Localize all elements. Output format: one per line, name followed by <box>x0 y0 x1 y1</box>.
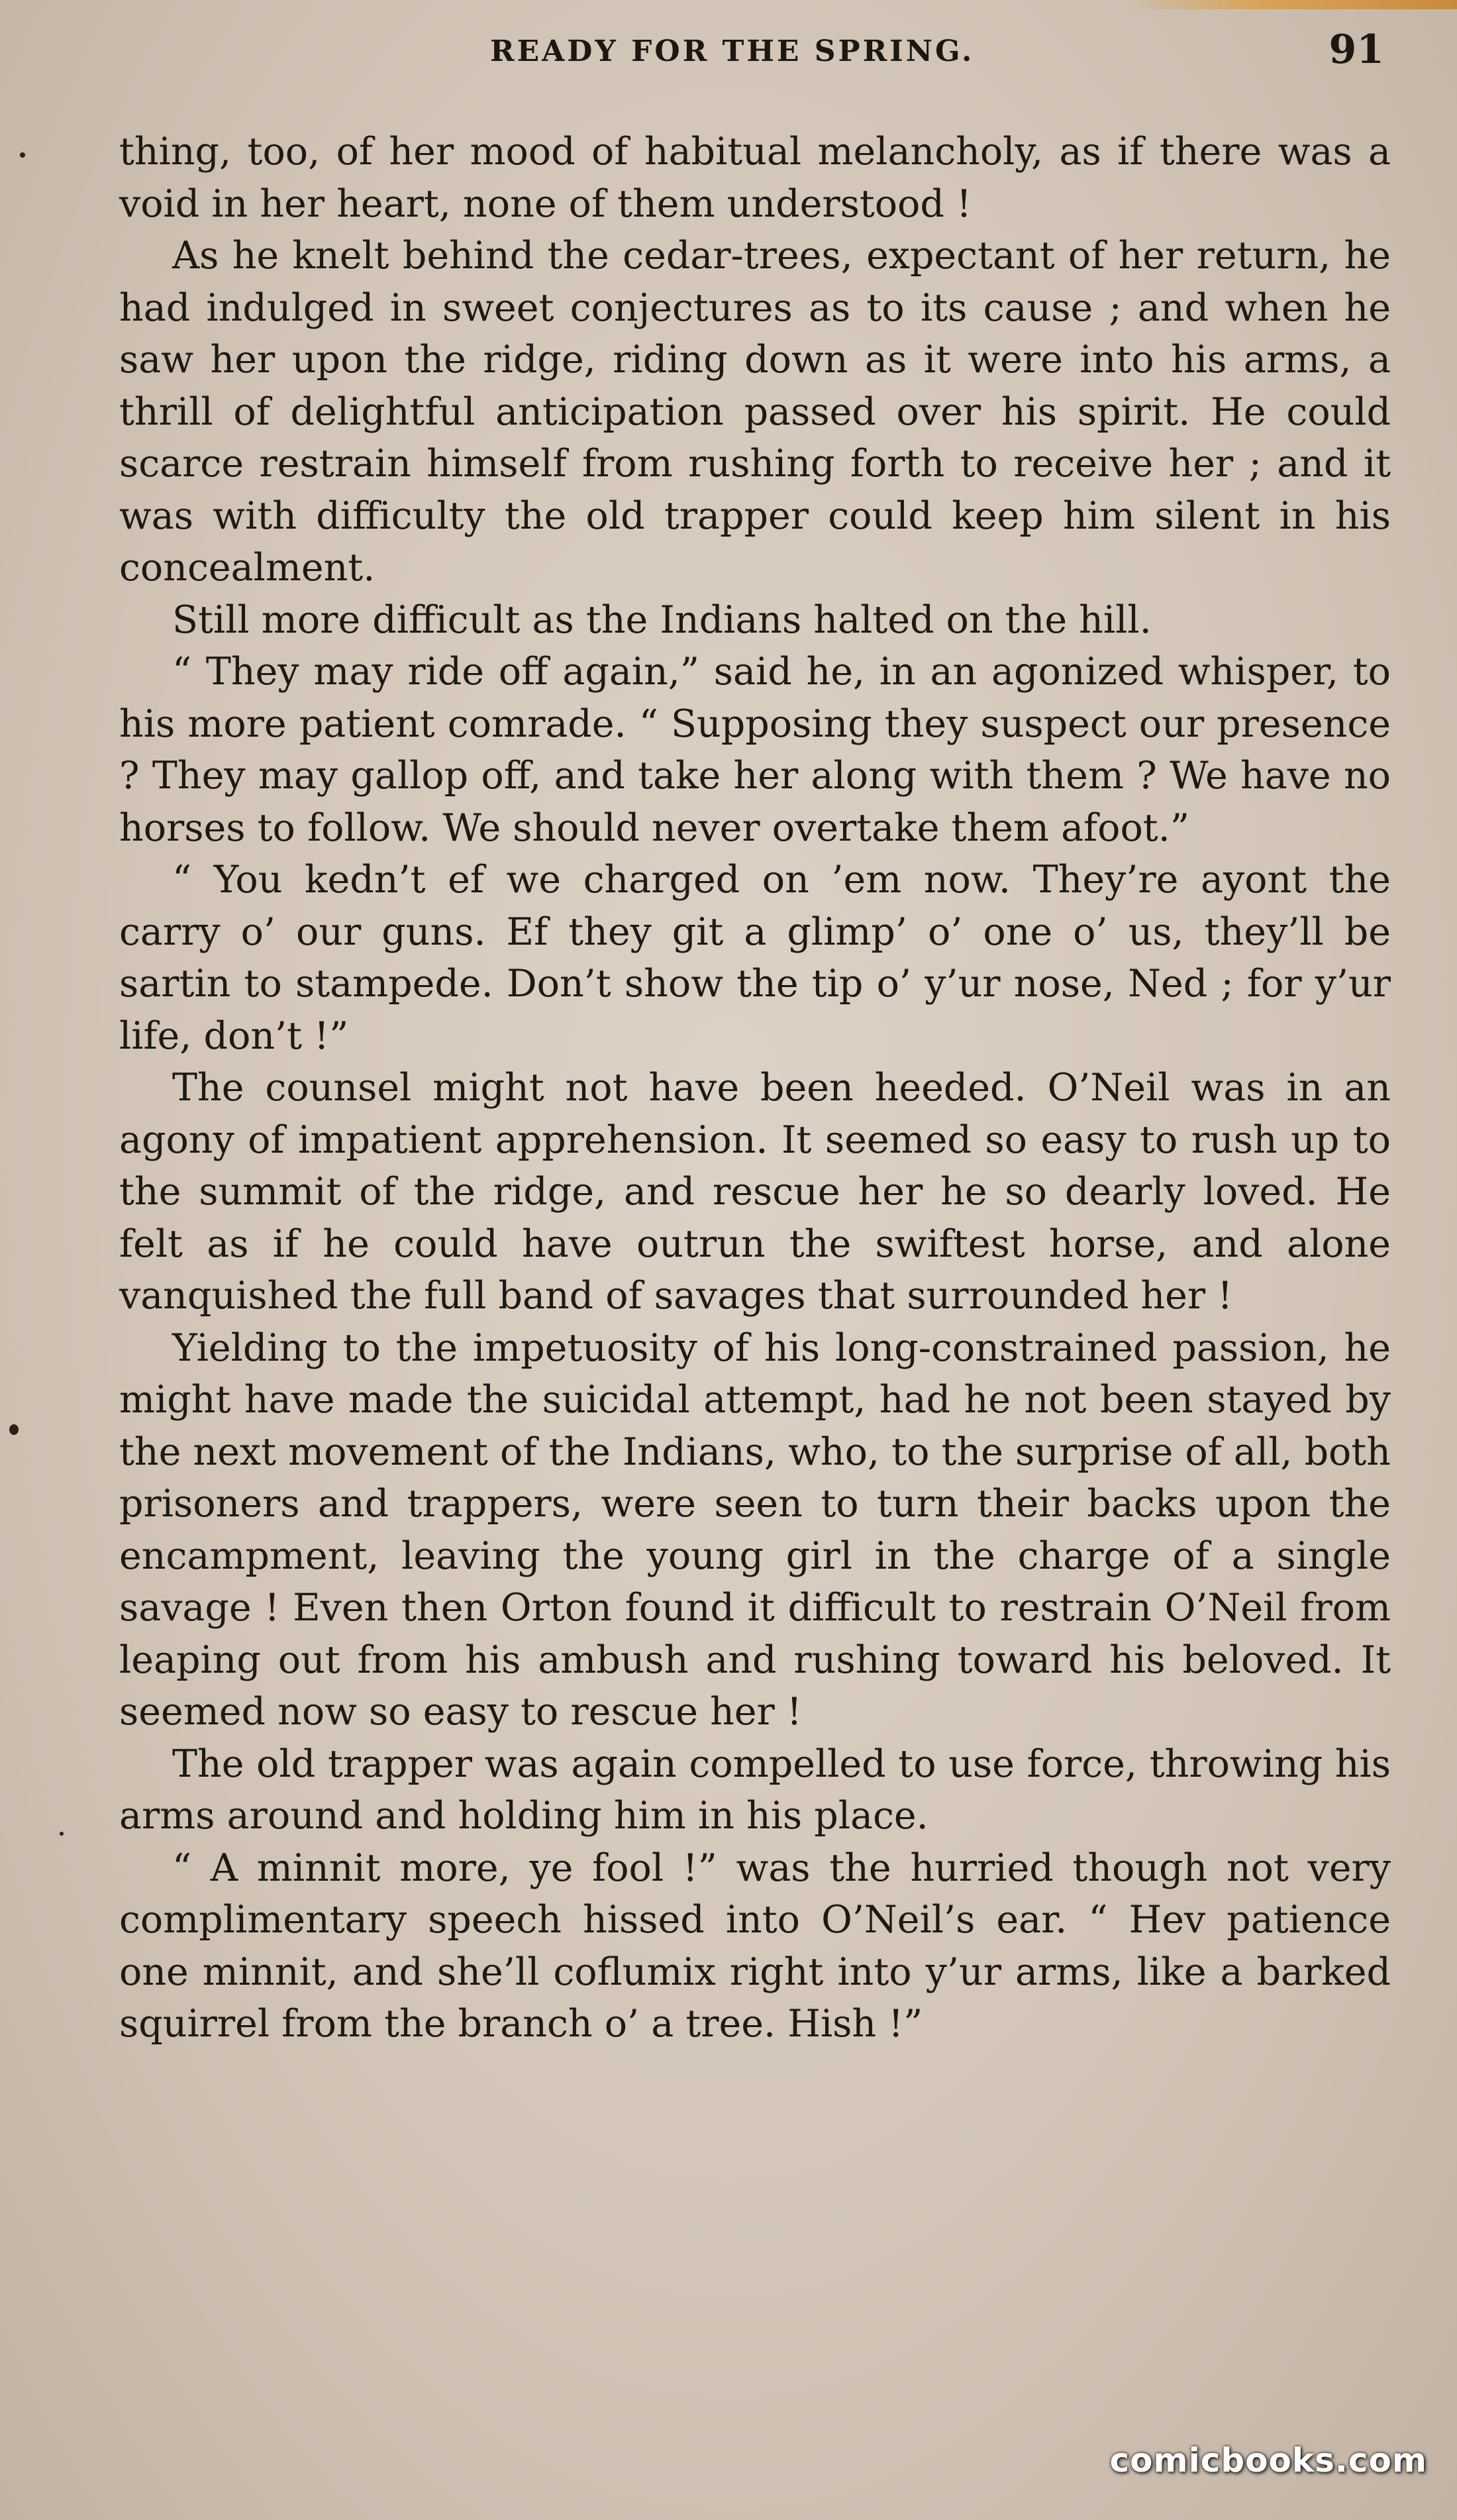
page-edge-stain <box>1126 0 1457 9</box>
paragraph: “ They may ride off again,” said he, in an agonized whisper, to his more patient comrade. “ Supposing they suspect our presence ? They may gallop off, and take her along with them ? We have no horses to follow. We should never overtake them afoot.” <box>119 650 1391 850</box>
paragraph: The counsel might not have been heeded. O’Neil was in an agony of impatient apprehension. It seemed so easy to rush up to the summit of the ridge, and rescue her he so dearly loved. He felt as if he could have outrun the swiftest horse, and alone vanquished the full band of savages that surrounded her ! <box>119 1066 1391 1318</box>
paragraph: The old trapper was again compelled to use force, throwing his arms around and holding him in his place. <box>119 1742 1391 1838</box>
body-text <box>119 126 1391 2050</box>
paper-speck <box>20 152 25 158</box>
paper-speck <box>9 1424 19 1435</box>
running-head: READY FOR THE SPRING. <box>490 34 975 68</box>
paragraph: As he knelt behind the cedar-trees, expectant of her return, he had indulged in sweet conjectures as to its cause ; and when he saw her upon the ridge, riding down as it were into his arms, a thrill of delightful anticipation passed over his spirit. He could scarce restrain himself from rushing forth to receive her ; and it was with difficulty the old trapper could keep him silent in his concealment. <box>119 234 1391 590</box>
page-header <box>119 26 1391 86</box>
paper-speck <box>60 1832 64 1836</box>
paragraph: “ You kedn’t ef we charged on ’em now. They’re ayont the carry o’ our guns. Ef they git a glimp’ o’ one o’ us, they’ll be sartin to stampede. Don’t show the tip o’ y’ur nose, Ned ; for y’ur life, don’t !” <box>119 858 1391 1058</box>
paragraph: Yielding to the impetuosity of his long-constrained passion, he might have made the suicidal attempt, had he not been stayed by the next movement of the Indians, who, to the surprise of all, both prisoners and trappers, were seen to turn their backs upon the encampment, leaving the young girl in the charge of a single savage ! Even then Orton found it difficult to restrain O’Neil from leaping out from his ambush and rushing toward his beloved. It seemed now so easy to rescue her ! <box>119 1326 1391 1734</box>
paragraph: Still more difficult as the Indians halted on the hill. <box>172 598 1152 642</box>
watermark: comicbooks.com <box>1109 2441 1427 2480</box>
paragraph: “ A minnit more, ye fool !” was the hurried though not very complimentary speech hissed into O’Neil’s ear. “ Hev patience one minnit, and she’ll coflumix right into y’ur arms, like a barked squirrel from the branch o’ a tree. Hish !” <box>119 1846 1391 2046</box>
page-number: 91 <box>1329 26 1384 73</box>
paragraph: thing, too, of her mood of habitual melancholy, as if there was a void in her heart, none of them understood ! <box>119 130 1391 226</box>
